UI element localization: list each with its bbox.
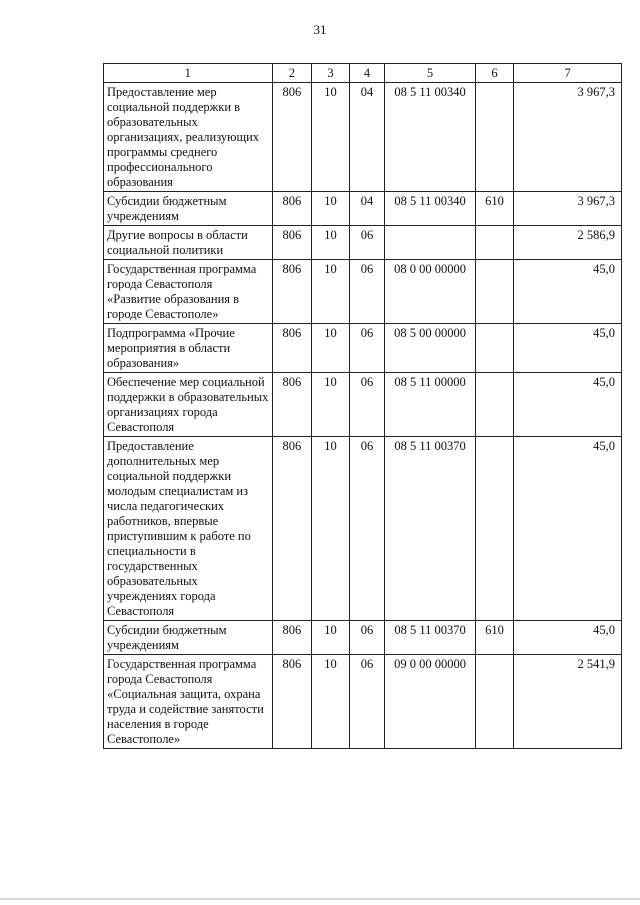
header-col-5: 5 — [385, 64, 475, 83]
row-col-5: 09 0 00 00000 — [385, 655, 475, 749]
row-col-4: 06 — [349, 226, 385, 260]
row-col-6 — [475, 324, 514, 373]
row-col-5: 08 5 11 00000 — [385, 373, 475, 437]
row-col-5: 08 5 11 00340 — [385, 83, 475, 192]
row-col-3: 10 — [312, 226, 350, 260]
row-col-7: 45,0 — [514, 373, 622, 437]
page-bottom-edge — [0, 898, 640, 900]
row-col-3: 10 — [312, 621, 350, 655]
row-col-4: 04 — [349, 83, 385, 192]
row-description: Обеспечение мер социальной поддержки в образовательных организациях города Севастополя — [104, 373, 273, 437]
header-col-3: 3 — [312, 64, 350, 83]
row-col-4: 06 — [349, 437, 385, 621]
row-col-6: 610 — [475, 621, 514, 655]
header-col-6: 6 — [475, 64, 514, 83]
row-description: Другие вопросы в области социальной политики — [104, 226, 273, 260]
row-col-4: 06 — [349, 621, 385, 655]
header-col-7: 7 — [514, 64, 622, 83]
header-col-2: 2 — [272, 64, 312, 83]
row-description: Государственная программа города Севастополя «Социальная защита, охрана труда и содействие занятости населения в городе Севастополе» — [104, 655, 273, 749]
row-col-4: 06 — [349, 324, 385, 373]
row-description: Предоставление дополнительных мер социальной поддержки молодым специалистам из числа педагогических работников, впервые приступившим к работе по специальности в государственных образовательных учреждениях города Севастополя — [104, 437, 273, 621]
row-col-6 — [475, 260, 514, 324]
row-col-3: 10 — [312, 373, 350, 437]
row-col-6 — [475, 226, 514, 260]
table-row — [104, 83, 622, 192]
row-col-7: 2 541,9 — [514, 655, 622, 749]
table-row — [104, 226, 622, 260]
row-col-7: 3 967,3 — [514, 83, 622, 192]
table-row — [104, 437, 622, 621]
row-col-6 — [475, 437, 514, 621]
row-col-7: 45,0 — [514, 324, 622, 373]
row-col-7: 2 586,9 — [514, 226, 622, 260]
table-row — [104, 621, 622, 655]
row-col-3: 10 — [312, 437, 350, 621]
row-col-2: 806 — [272, 192, 312, 226]
row-description: Субсидии бюджетным учреждениям — [104, 621, 273, 655]
row-col-5: 08 5 11 00340 — [385, 192, 475, 226]
row-col-3: 10 — [312, 655, 350, 749]
row-col-6 — [475, 83, 514, 192]
row-col-3: 10 — [312, 260, 350, 324]
row-col-2: 806 — [272, 621, 312, 655]
row-col-3: 10 — [312, 192, 350, 226]
row-col-2: 806 — [272, 437, 312, 621]
row-col-2: 806 — [272, 373, 312, 437]
header-col-4: 4 — [349, 64, 385, 83]
header-col-1: 1 — [104, 64, 273, 83]
table-header-row — [104, 64, 622, 83]
row-col-5: 08 5 11 00370 — [385, 621, 475, 655]
row-col-7: 45,0 — [514, 437, 622, 621]
row-col-2: 806 — [272, 260, 312, 324]
row-col-7: 45,0 — [514, 260, 622, 324]
row-description: Подпрограмма «Прочие мероприятия в области образования» — [104, 324, 273, 373]
row-col-2: 806 — [272, 83, 312, 192]
table-row — [104, 655, 622, 749]
row-col-4: 06 — [349, 260, 385, 324]
row-description: Государственная программа города Севастополя «Развитие образования в городе Севастополе» — [104, 260, 273, 324]
row-col-5 — [385, 226, 475, 260]
table-row — [104, 373, 622, 437]
row-col-6: 610 — [475, 192, 514, 226]
row-col-4: 06 — [349, 373, 385, 437]
row-col-3: 10 — [312, 83, 350, 192]
row-col-2: 806 — [272, 655, 312, 749]
row-col-2: 806 — [272, 324, 312, 373]
row-col-4: 04 — [349, 192, 385, 226]
row-col-5: 08 5 11 00370 — [385, 437, 475, 621]
row-description: Субсидии бюджетным учреждениям — [104, 192, 273, 226]
page-number: 31 — [313, 22, 327, 37]
table-row — [104, 324, 622, 373]
row-col-2: 806 — [272, 226, 312, 260]
table-row — [104, 260, 622, 324]
budget-table — [103, 63, 622, 749]
row-col-7: 3 967,3 — [514, 192, 622, 226]
row-col-6 — [475, 655, 514, 749]
row-col-5: 08 5 00 00000 — [385, 324, 475, 373]
table-row — [104, 192, 622, 226]
row-col-7: 45,0 — [514, 621, 622, 655]
row-col-4: 06 — [349, 655, 385, 749]
row-description: Предоставление мер социальной поддержки в образовательных организациях, реализующих программы среднего профессионального образования — [104, 83, 273, 192]
row-col-5: 08 0 00 00000 — [385, 260, 475, 324]
row-col-3: 10 — [312, 324, 350, 373]
row-col-6 — [475, 373, 514, 437]
